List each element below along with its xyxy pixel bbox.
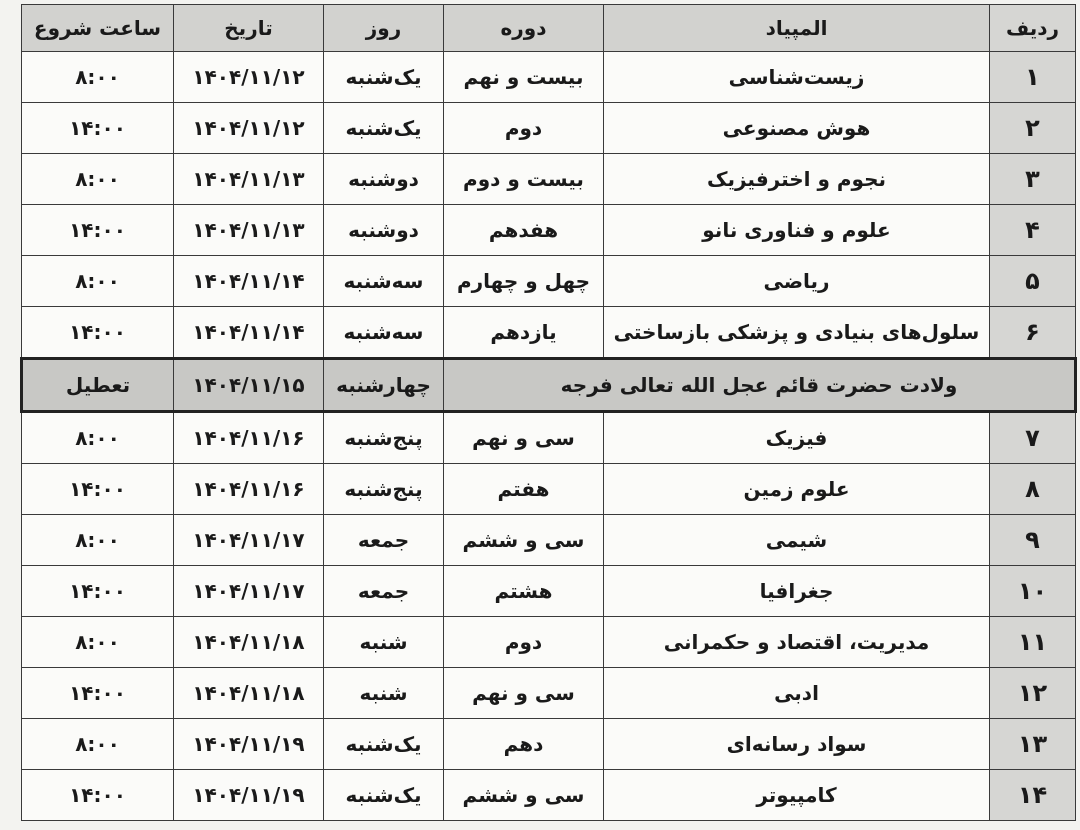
start-time-cell: ۱۴:۰۰ xyxy=(22,103,174,154)
period-cell: دوم xyxy=(444,617,604,668)
header-start-time: ساعت شروع xyxy=(22,5,174,52)
holiday-date: ۱۴۰۴/۱۱/۱۵ xyxy=(174,359,324,412)
olympiad-name: ادبی xyxy=(604,668,990,719)
table-row xyxy=(22,668,1076,719)
table-row xyxy=(22,412,1076,464)
olympiad-name: کامپیوتر xyxy=(604,770,990,821)
start-time-cell: ۱۴:۰۰ xyxy=(22,770,174,821)
day-cell: یک‌شنبه xyxy=(324,719,444,770)
table-row xyxy=(22,617,1076,668)
olympiad-name: فیزیک xyxy=(604,412,990,464)
period-cell: هفدهم xyxy=(444,205,604,256)
day-cell: شنبه xyxy=(324,668,444,719)
row-number: ۷ xyxy=(990,412,1076,464)
date-cell: ۱۴۰۴/۱۱/۱۳ xyxy=(174,205,324,256)
start-time-cell: ۸:۰۰ xyxy=(22,256,174,307)
table-row xyxy=(22,103,1076,154)
row-number: ۱۴ xyxy=(990,770,1076,821)
table-row xyxy=(22,256,1076,307)
row-number: ۶ xyxy=(990,307,1076,359)
row-number: ۵ xyxy=(990,256,1076,307)
header-period: دوره xyxy=(444,5,604,52)
table-row xyxy=(22,52,1076,103)
period-cell: دوم xyxy=(444,103,604,154)
row-number: ۴ xyxy=(990,205,1076,256)
day-cell: یک‌شنبه xyxy=(324,52,444,103)
olympiad-name: علوم و فناوری نانو xyxy=(604,205,990,256)
olympiad-name: سواد رسانه‌ای xyxy=(604,719,990,770)
date-cell: ۱۴۰۴/۱۱/۱۴ xyxy=(174,256,324,307)
day-cell: دوشنبه xyxy=(324,154,444,205)
start-time-cell: ۸:۰۰ xyxy=(22,52,174,103)
period-cell: هفتم xyxy=(444,464,604,515)
olympiad-name: شیمی xyxy=(604,515,990,566)
row-number: ۲ xyxy=(990,103,1076,154)
period-cell: سی و نهم xyxy=(444,412,604,464)
table-row xyxy=(22,770,1076,821)
start-time-cell: ۱۴:۰۰ xyxy=(22,464,174,515)
table-row xyxy=(22,515,1076,566)
start-time-cell: ۱۴:۰۰ xyxy=(22,307,174,359)
date-cell: ۱۴۰۴/۱۱/۱۹ xyxy=(174,719,324,770)
table-row xyxy=(22,205,1076,256)
table-row xyxy=(22,154,1076,205)
olympiad-name: جغرافیا xyxy=(604,566,990,617)
table-row xyxy=(22,566,1076,617)
row-number: ۸ xyxy=(990,464,1076,515)
row-number: ۱۳ xyxy=(990,719,1076,770)
period-cell: سی و ششم xyxy=(444,770,604,821)
period-cell: چهل و چهارم xyxy=(444,256,604,307)
table-row xyxy=(22,719,1076,770)
date-cell: ۱۴۰۴/۱۱/۱۴ xyxy=(174,307,324,359)
olympiad-name: مدیریت، اقتصاد و حکمرانی xyxy=(604,617,990,668)
schedule-rows-top xyxy=(22,52,1076,359)
period-cell: سی و ششم xyxy=(444,515,604,566)
row-number: ۱ xyxy=(990,52,1076,103)
row-number: ۱۰ xyxy=(990,566,1076,617)
day-cell: یک‌شنبه xyxy=(324,103,444,154)
holiday-row xyxy=(22,359,1076,412)
header-date: تاریخ xyxy=(174,5,324,52)
date-cell: ۱۴۰۴/۱۱/۱۷ xyxy=(174,566,324,617)
olympiad-name: زیست‌شناسی xyxy=(604,52,990,103)
olympiad-name: علوم زمین xyxy=(604,464,990,515)
holiday-status: تعطیل xyxy=(22,359,174,412)
holiday-section xyxy=(22,359,1076,412)
start-time-cell: ۸:۰۰ xyxy=(22,515,174,566)
start-time-cell: ۱۴:۰۰ xyxy=(22,566,174,617)
period-cell: یازدهم xyxy=(444,307,604,359)
olympiad-name: سلول‌های بنیادی و پزشکی بازساختی xyxy=(604,307,990,359)
period-cell: هشتم xyxy=(444,566,604,617)
date-cell: ۱۴۰۴/۱۱/۱۳ xyxy=(174,154,324,205)
olympiad-name: هوش مصنوعی xyxy=(604,103,990,154)
start-time-cell: ۸:۰۰ xyxy=(22,617,174,668)
period-cell: سی و نهم xyxy=(444,668,604,719)
date-cell: ۱۴۰۴/۱۱/۱۶ xyxy=(174,412,324,464)
day-cell: دوشنبه xyxy=(324,205,444,256)
start-time-cell: ۸:۰۰ xyxy=(22,719,174,770)
date-cell: ۱۴۰۴/۱۱/۱۲ xyxy=(174,52,324,103)
period-cell: بیست و نهم xyxy=(444,52,604,103)
olympiad-schedule-table xyxy=(20,4,1077,821)
schedule-rows-bottom xyxy=(22,412,1076,821)
date-cell: ۱۴۰۴/۱۱/۱۹ xyxy=(174,770,324,821)
day-cell: جمعه xyxy=(324,566,444,617)
row-number: ۱۲ xyxy=(990,668,1076,719)
date-cell: ۱۴۰۴/۱۱/۱۸ xyxy=(174,668,324,719)
day-cell: یک‌شنبه xyxy=(324,770,444,821)
table-header-row xyxy=(22,5,1076,52)
start-time-cell: ۸:۰۰ xyxy=(22,154,174,205)
date-cell: ۱۴۰۴/۱۱/۱۷ xyxy=(174,515,324,566)
day-cell: شنبه xyxy=(324,617,444,668)
start-time-cell: ۱۴:۰۰ xyxy=(22,668,174,719)
olympiad-name: ریاضی xyxy=(604,256,990,307)
day-cell: سه‌شنبه xyxy=(324,256,444,307)
start-time-cell: ۸:۰۰ xyxy=(22,412,174,464)
header-olympiad: المپیاد xyxy=(604,5,990,52)
period-cell: دهم xyxy=(444,719,604,770)
date-cell: ۱۴۰۴/۱۱/۱۸ xyxy=(174,617,324,668)
period-cell: بیست و دوم xyxy=(444,154,604,205)
header-day: روز xyxy=(324,5,444,52)
table-row xyxy=(22,464,1076,515)
row-number: ۱۱ xyxy=(990,617,1076,668)
day-cell: سه‌شنبه xyxy=(324,307,444,359)
day-cell: جمعه xyxy=(324,515,444,566)
olympiad-name: نجوم و اخترفیزیک xyxy=(604,154,990,205)
day-cell: پنج‌شنبه xyxy=(324,464,444,515)
holiday-day: چهارشنبه xyxy=(324,359,444,412)
day-cell: پنج‌شنبه xyxy=(324,412,444,464)
row-number: ۳ xyxy=(990,154,1076,205)
date-cell: ۱۴۰۴/۱۱/۱۶ xyxy=(174,464,324,515)
start-time-cell: ۱۴:۰۰ xyxy=(22,205,174,256)
header-radif: ردیف xyxy=(990,5,1076,52)
holiday-title: ولادت حضرت قائم عجل الله تعالی فرجه xyxy=(444,359,1076,412)
date-cell: ۱۴۰۴/۱۱/۱۲ xyxy=(174,103,324,154)
row-number: ۹ xyxy=(990,515,1076,566)
table-row xyxy=(22,307,1076,359)
